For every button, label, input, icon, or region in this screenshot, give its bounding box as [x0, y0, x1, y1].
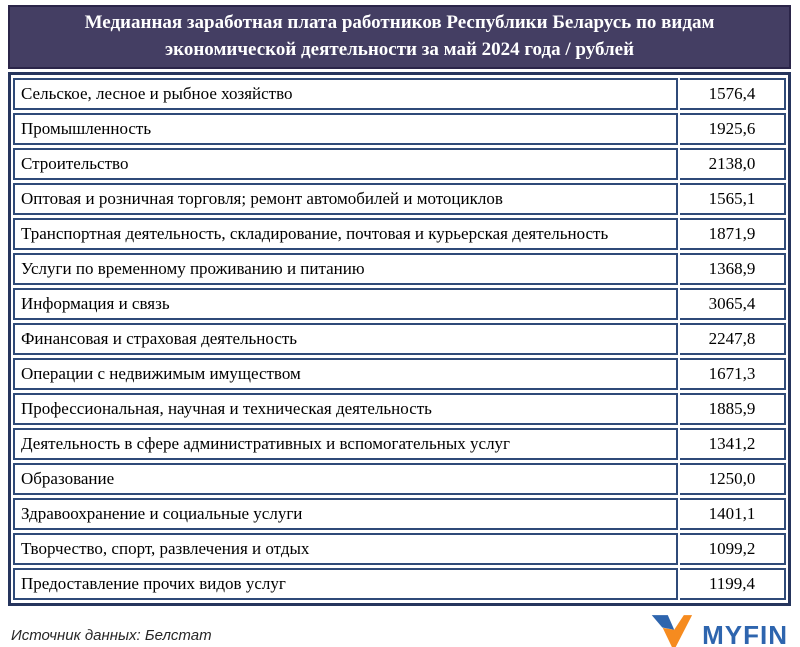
- activity-label-cell: Творчество, спорт, развлечения и отдых: [13, 533, 678, 565]
- activity-label-cell: Промышленность: [13, 113, 678, 145]
- table-header: [8, 5, 791, 69]
- activity-label-cell: Здравоохранение и социальные услуги: [13, 498, 678, 530]
- salary-value-cell: 1401,1: [680, 498, 786, 530]
- table-row: [13, 148, 786, 180]
- data-source-note: Источник данных: Белстат: [11, 626, 212, 644]
- table-row: [13, 253, 786, 285]
- activity-label-cell: Деятельность в сфере административных и вспомогательных услуг: [13, 428, 678, 460]
- activity-label-cell: Образование: [13, 463, 678, 495]
- salary-value-cell: 1250,0: [680, 463, 786, 495]
- salary-value-cell: 1671,3: [680, 358, 786, 390]
- myfin-logo-icon: [649, 612, 693, 647]
- activity-label-cell: Строительство: [13, 148, 678, 180]
- salary-value-cell: 1925,6: [680, 113, 786, 145]
- salary-value-cell: 1099,2: [680, 533, 786, 565]
- salary-value-cell: 1885,9: [680, 393, 786, 425]
- salary-value-cell: 2138,0: [680, 148, 786, 180]
- activity-label-cell: Профессиональная, научная и техническая деятельность: [13, 393, 678, 425]
- salary-value-cell: 1199,4: [680, 568, 786, 600]
- table-row: [13, 78, 786, 110]
- salary-table: [8, 72, 791, 606]
- table-row: [13, 533, 786, 565]
- table-row: [13, 463, 786, 495]
- activity-label-cell: Транспортная деятельность, складирование, почтовая и курьерская деятельность: [13, 218, 678, 250]
- salary-value-cell: 1576,4: [680, 78, 786, 110]
- salary-value-cell: 1565,1: [680, 183, 786, 215]
- table-row: [13, 323, 786, 355]
- activity-label-cell: Оптовая и розничная торговля; ремонт автомобилей и мотоциклов: [13, 183, 678, 215]
- activity-label-cell: Услуги по временному проживанию и питанию: [13, 253, 678, 285]
- salary-value-cell: 1368,9: [680, 253, 786, 285]
- activity-label-cell: Информация и связь: [13, 288, 678, 320]
- activity-label-cell: Операции с недвижимым имуществом: [13, 358, 678, 390]
- salary-value-cell: 3065,4: [680, 288, 786, 320]
- activity-label-cell: Предоставление прочих видов услуг: [13, 568, 678, 600]
- activity-label-cell: Сельское, лесное и рыбное хозяйство: [13, 78, 678, 110]
- table-row: [13, 428, 786, 460]
- activity-label-cell: Финансовая и страховая деятельность: [13, 323, 678, 355]
- salary-value-cell: 1341,2: [680, 428, 786, 460]
- table-row: [13, 498, 786, 530]
- footer: [8, 612, 791, 647]
- table-row: [13, 568, 786, 600]
- page-title: Медианная заработная плата работников Республики Беларусь по видам экономической деятельности за май 2024 года / рублей: [84, 12, 715, 60]
- table-row: [13, 358, 786, 390]
- myfin-logo: [649, 612, 790, 647]
- table-row: [13, 393, 786, 425]
- table-row: [13, 218, 786, 250]
- table-row: [13, 288, 786, 320]
- salary-value-cell: 2247,8: [680, 323, 786, 355]
- myfin-logo-text: MYFIN: [702, 619, 788, 647]
- table-row: [13, 113, 786, 145]
- salary-value-cell: 1871,9: [680, 218, 786, 250]
- table-row: [13, 183, 786, 215]
